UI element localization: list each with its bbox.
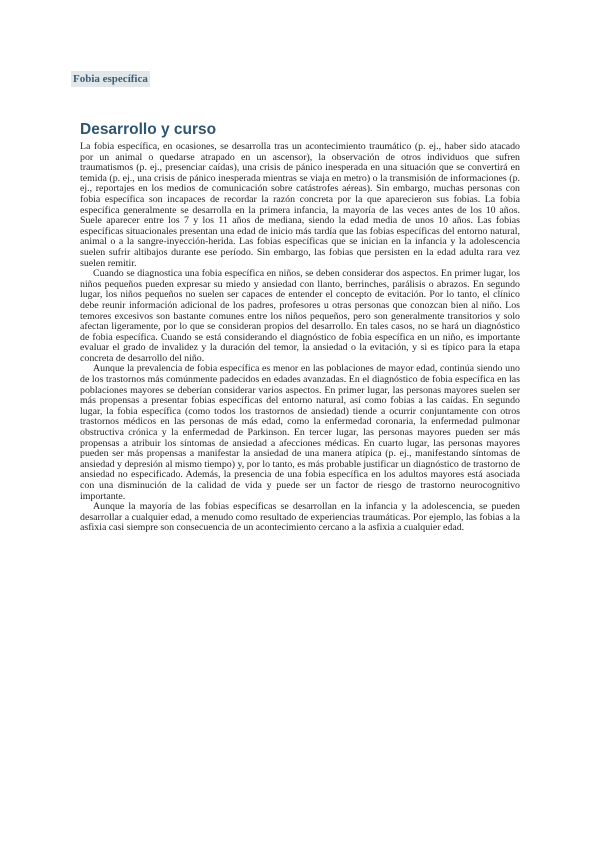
paragraph: La fobia específica, en ocasiones, se desarrolla tras un acontecimiento traumático (p. ej., haber sido atacado por un animal o quedarse atrapado en un ascensor), la observación de otros individuos que sufren traumatismos (p. ej., presenciar caídas), una crisis de pánico inesperada en una situación que se convertirá en temida (p. ej., una crisis de pánico inesperada mientras se viaja en metro) o la transmisión de informaciones (p. ej., reportajes en los medios de comunicación sobre catástrofes aéreas). Sin embargo, muchas personas con fobia específica son incapaces de recordar la razón concreta por la que aparecieron sus fobias. La fobia específica generalmente se desarrolla en la primera infancia, la mayoría de las veces antes de los 10 años. Suele aparecer entre los 7 y los 11 años de mediana, siendo la edad media de unos 10 años. Las fobias específicas situacionales presentan una edad de inicio más tardía que las fobias específicas del entorno natural, animal o a la sangre-inyección-herida. Las fobias específicas que se inician en la infancia y la adolescencia suelen sufrir altibajos durante ese período. Sin embargo, las fobias que persisten en la edad adulta rara vez suelen remitir. <box>80 141 520 269</box>
paragraph: Aunque la prevalencia de fobia específica es menor en las poblaciones de mayor edad, continúa siendo uno de los trastornos más comúnmente padecidos en edades avanzadas. En el diagnóstico de fobia específica en las poblaciones mayores se deberían considerar varios aspectos. En primer lugar, las personas mayores suelen ser más propensas a presentar fobias específicas del entorno natural, así como fobias a las caídas. En segundo lugar, la fobia específica (como todos los trastornos de ansiedad) tiende a ocurrir conjuntamente con otros trastornos médicos en las personas de más edad, como la enfermedad coronaria, la enfermedad pulmonar obstructiva crónica y la enfermedad de Parkinson. En tercer lugar, las personas mayores pueden ser más propensas a atribuir los síntomas de ansiedad a afecciones médicas. En cuarto lugar, las personas mayores pueden ser más propensas a manifestar la ansiedad de una manera atípica (p. ej., manifestando síntomas de ansiedad y depresión al mismo tiempo) y, por lo tanto, es más probable justificar un diagnóstico de trastorno de ansiedad no especificado. Además, la presencia de una fobia específica en los adultos mayores está asociada con una disminución de la calidad de vida y puede ser un factor de riesgo de trastorno neurocognitivo importante. <box>80 363 520 502</box>
section-title: Desarrollo y curso <box>80 121 217 138</box>
paragraph: Aunque la mayoría de las fobias específicas se desarrollan en la infancia y la adolescencia, se pueden desarrollar a cualquier edad, a menudo como resultado de experiencias traumáticas. Por ejemplo, las fobias a la asfixia casi siempre son consecuencia de un acontecimiento cercano a la asfixia a cualquier edad. <box>80 501 520 534</box>
running-head: Fobia específica <box>73 73 148 85</box>
paragraph: Cuando se diagnostica una fobia específica en niños, se deben considerar dos aspectos. En primer lugar, los niños pequeños pueden expresar su miedo y ansiedad con llanto, berrinches, parálisis o abrazos. En segundo lugar, los niños pequeños no suelen ser capaces de entender el concepto de evitación. Por lo tanto, el clínico debe reunir información adicional de los padres, profesores u otras personas que conozcan bien al niño. Los temores excesivos son bastante comunes entre los niños pequeños, pero son generalmente transitorios y solo afectan ligeramente, por lo que se consideran propios del desarrollo. En tales casos, no se hará un diagnóstico de fobia específica. Cuando se está considerando el diagnóstico de fobia específica en un niño, es importante evaluar el grado de invalidez y la duración del temor, la ansiedad o la evitación, y si es típico para la etapa concreta de desarrollo del niño. <box>80 268 520 364</box>
body-text <box>80 142 520 534</box>
